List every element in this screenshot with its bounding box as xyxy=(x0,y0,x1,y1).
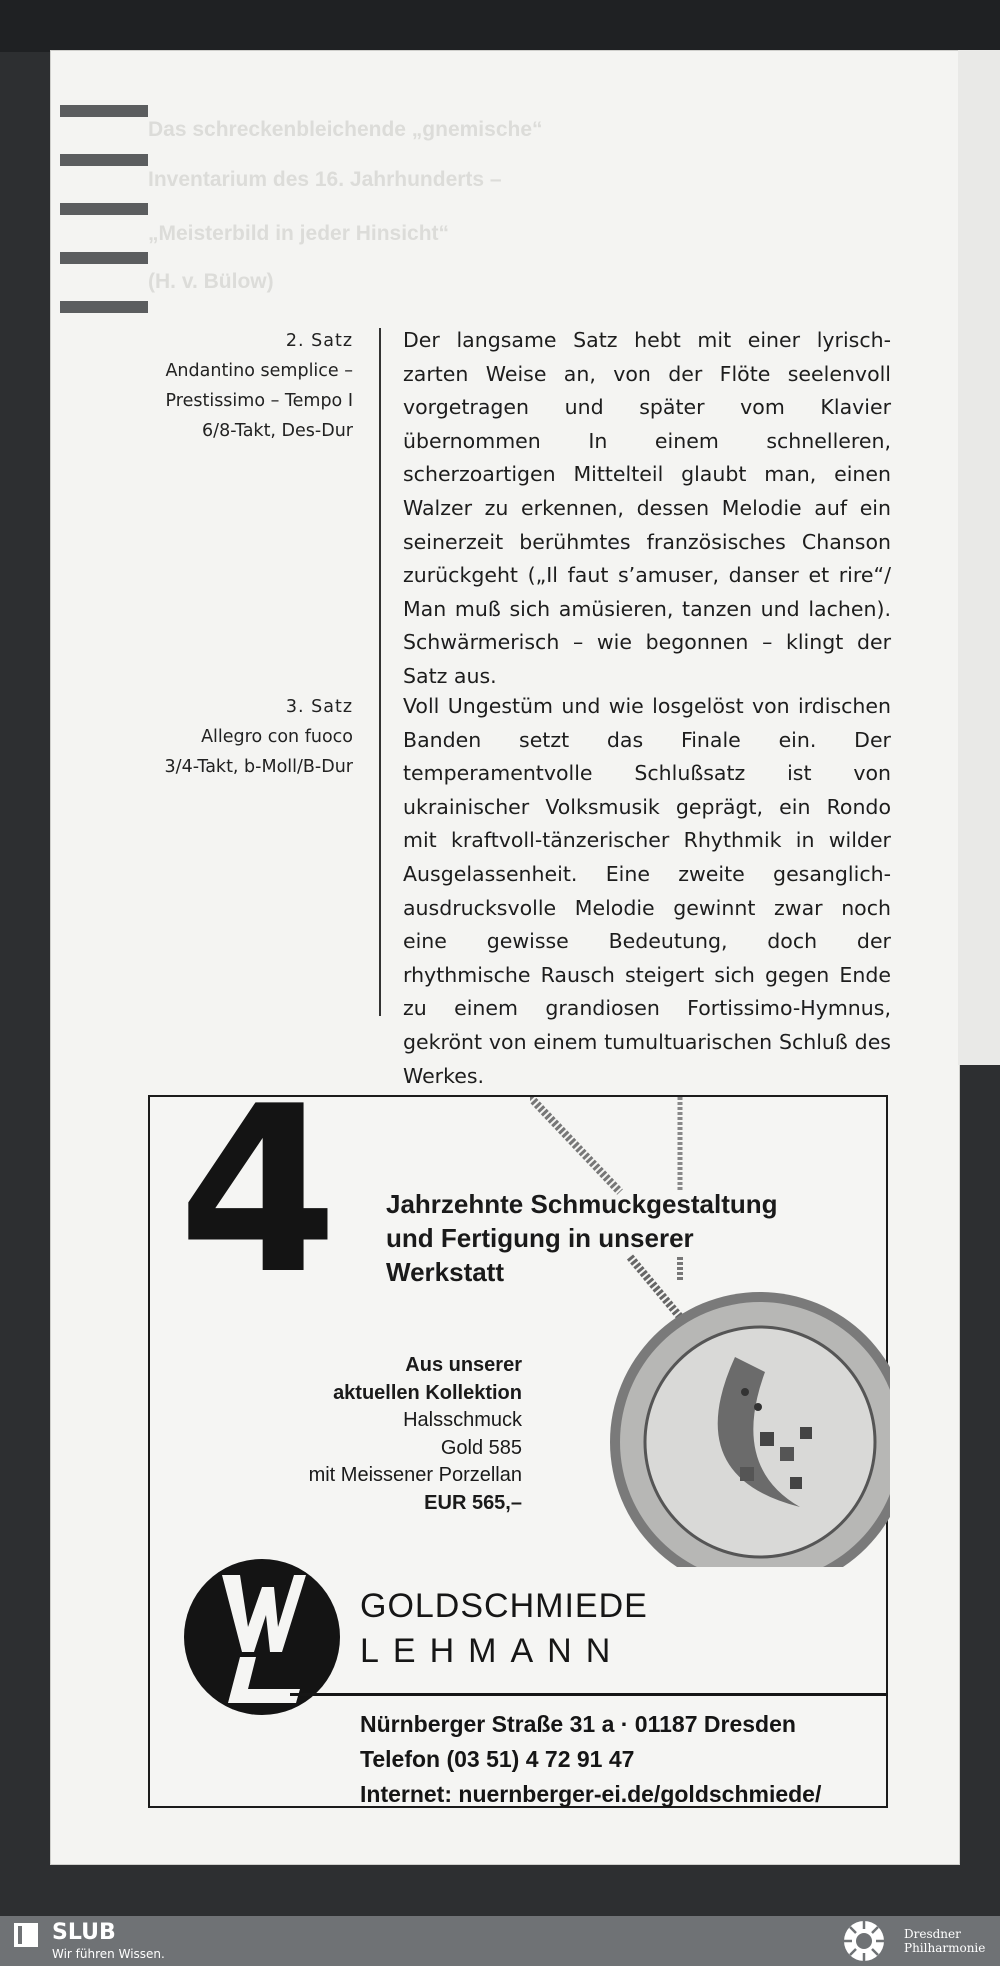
bleed-through-text: Das schreckenbleichende „gnemische“ xyxy=(148,118,543,141)
ad-headline-line-2: und Fertigung in unserer Werkstatt xyxy=(386,1223,694,1287)
collection-porcelain: mit Meissener Porzellan xyxy=(308,1464,522,1486)
bleed-through-text: „Meisterbild in jeder Hinsicht“ xyxy=(148,222,450,245)
philharmonie-name-line-1: Dresdner xyxy=(904,1927,961,1941)
column-divider xyxy=(379,328,381,1016)
brand-name-line-1: GOLDSCHMIEDE xyxy=(360,1587,648,1625)
brand-rule xyxy=(290,1693,888,1696)
ad-website: Internet: nuernberger-ei.de/goldschmiede/ xyxy=(360,1781,822,1807)
library-footer-bar xyxy=(0,1916,1000,1966)
movement-2-description: Der langsame Satz hebt mit einer lyrisch-zarten Weise an, von der Flöte seelenvoll vorgetragen und später vom Klavier übernommen In einem schnelleren, scherzoartigen Mittelteil glaubt man, einen Walzer zu erkennen, dessen Melodie auf ein seinerzeit berühmtes französisches Chanson zurückgeht („Il faut s’amuser, danser et rire“/ Man muß sich amüsieren, tanzen und lachen). Schwärmerisch – wie begonnen – klingt der Satz aus. xyxy=(403,328,891,688)
movement-2-info xyxy=(165,326,353,446)
movement-tempo: Andantino semplice – xyxy=(165,361,353,381)
bleed-through-bar xyxy=(60,252,148,264)
bleed-through-bar xyxy=(60,105,148,117)
brand-name-line-2: LEHMANN xyxy=(360,1632,625,1670)
bleed-through-text: Inventarium des 16. Jahrhunderts – xyxy=(148,168,502,191)
slub-book-icon[interactable] xyxy=(14,1923,38,1947)
slub-name[interactable]: SLUB xyxy=(52,1920,116,1945)
collection-item: Halsschmuck xyxy=(403,1409,522,1431)
ad-collection-info xyxy=(309,1352,522,1517)
movement-3-description: Voll Ungestüm und wie losgelöst von irdischen Banden setzt das Finale ein. Der temperamentvolle Schlußsatz ist von ukrainischer Volksmusik geprägt, ein Rondo mit kraftvoll-tänzerischer Rhythmik in wilder Ausgelassenheit. Eine zweite gesanglich-ausdrucksvolle Melodie gewinnt zwar noch eine gewisse Bedeutung, doch der rhythmische Rausch steigert sich gegen Ende zu einem grandiosen Fortissimo-Hymnus, gekrönt von einem tumultuarischen Schluß des Werkes. xyxy=(403,694,891,1088)
bleed-through-text: (H. v. Bülow) xyxy=(148,270,274,293)
scan-border-top xyxy=(0,0,1000,52)
collection-material: Gold 585 xyxy=(440,1436,522,1459)
ad-headline xyxy=(386,1187,806,1289)
movement-number: 2. Satz xyxy=(285,331,353,351)
movement-number: 3. Satz xyxy=(285,697,353,717)
next-page-edge xyxy=(958,50,1000,1065)
philharmonie-name[interactable] xyxy=(904,1927,985,1955)
philharmonie-logo-icon[interactable] xyxy=(842,1919,886,1963)
ad-big-number: 4 xyxy=(178,1058,339,1325)
bleed-through-bar xyxy=(60,154,148,166)
movement-tempo-2: Prestissimo – Tempo I xyxy=(165,391,353,411)
ad-contact xyxy=(360,1707,821,1812)
movement-meter-key: 3/4-Takt, b-Moll/B-Dur xyxy=(164,757,353,777)
bleed-through-bar xyxy=(60,301,148,313)
ad-address: Nürnberger Straße 31 a · 01187 Dresden xyxy=(360,1711,796,1737)
slub-tagline: Wir führen Wissen. xyxy=(52,1947,165,1961)
movement-meter-key: 6/8-Takt, Des-Dur xyxy=(202,421,353,441)
movement-tempo: Allegro con fuoco xyxy=(201,727,353,747)
collection-line-2: aktuellen Kollektion xyxy=(333,1381,522,1404)
collection-price: EUR 565,– xyxy=(424,1491,522,1514)
movement-3-info xyxy=(165,692,353,782)
ad-headline-line-1: Jahrzehnte Schmuckgestaltung xyxy=(386,1189,778,1219)
bleed-through-bar xyxy=(60,203,148,215)
pendant-necklace-image xyxy=(530,1097,890,1567)
collection-line-1: Aus unserer xyxy=(405,1354,522,1376)
philharmonie-name-line-2: Philharmonie xyxy=(904,1941,986,1955)
ad-phone: Telefon (03 51) 4 72 91 47 xyxy=(360,1746,635,1772)
jeweler-advertisement xyxy=(148,1058,888,1808)
